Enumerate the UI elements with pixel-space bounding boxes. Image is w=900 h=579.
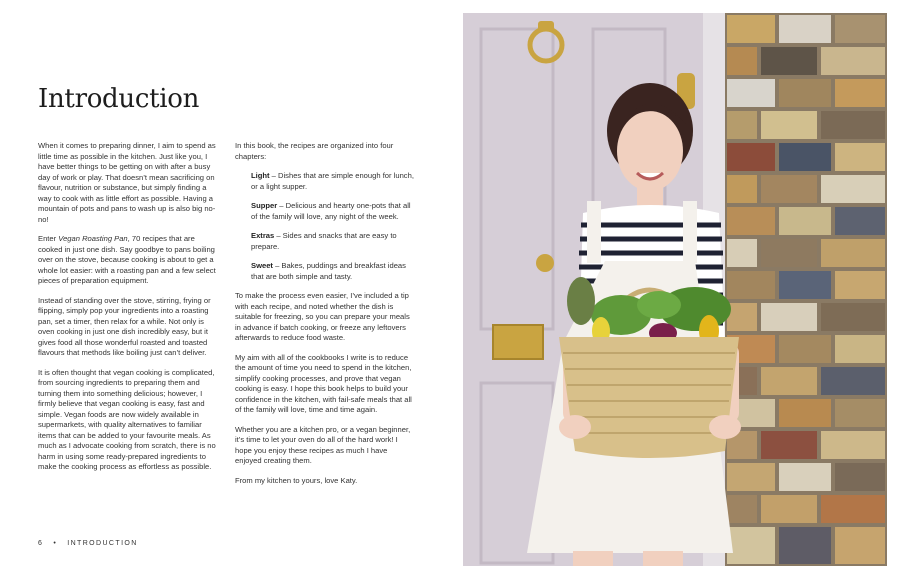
text-column-left bbox=[38, 141, 218, 482]
chapter-name: Supper bbox=[251, 201, 278, 210]
chapter-name: Light bbox=[251, 171, 270, 180]
chapter-desc: – Dishes that are simple enough for lunch, or a light supper. bbox=[251, 171, 414, 191]
paragraph: My aim with all of the cookbooks I write is to reduce the amount of time you need to spend in the kitchen, simplify cooking processes, and prove that vegan cooking is easy. I hope this book helps to build your confidence in the kitchen, with fail-safe meals that all of the family will love, time and time again. bbox=[235, 352, 412, 414]
chapter-desc: – Bakes, puddings and breakfast ideas that are both simple and tasty. bbox=[251, 261, 406, 281]
author-photo bbox=[463, 13, 887, 566]
knocker-mount bbox=[538, 21, 554, 31]
chapter-extras bbox=[235, 231, 415, 252]
letterbox-icon bbox=[493, 325, 543, 359]
text-column-right bbox=[235, 141, 415, 495]
page-folio bbox=[38, 540, 138, 547]
chapter-desc: – Delicious and hearty one-pots that all of the family will love, any night of the week. bbox=[251, 201, 411, 221]
bricks bbox=[727, 15, 885, 564]
chapter-supper bbox=[235, 201, 415, 222]
paragraph-lead: Enter bbox=[38, 234, 57, 243]
page-number: 6 bbox=[38, 540, 44, 547]
chapter-desc: – Sides and snacks that are easy to prepare. bbox=[251, 231, 397, 251]
paragraph bbox=[38, 234, 218, 287]
chapter-sweet bbox=[235, 261, 415, 282]
book-title-italic: Vegan Roasting Pan bbox=[58, 234, 128, 243]
chapter-name: Extras bbox=[251, 231, 275, 240]
folio-bullet: • bbox=[53, 540, 58, 547]
photo-illustration bbox=[463, 13, 887, 566]
paragraph: From my kitchen to yours, love Katy. bbox=[235, 475, 358, 485]
paragraph: It is often thought that vegan cooking is complicated, from sourcing ingredients to preparing them and turning them into something delicious; however, I firmly believe that vegan cooking is easy, fast and simple. Vegan foods are now widely available in supermarkets, with quality alternatives to familiar items that can be added to your favourite meals. As much as I advocate cooking from scratch, there is no harm in using some ready-prepared ingredients to make the cooking process as effortless as possible. bbox=[38, 367, 216, 471]
page-title: Introduction bbox=[38, 84, 200, 114]
vegetable-basket bbox=[559, 277, 741, 458]
chapter-name: Sweet bbox=[251, 261, 273, 270]
paragraph: Instead of standing over the stove, stirring, frying or flipping, simply pop your ingredients into a roasting pan, set a timer, then relax for a while. Not only is oven cooking in just one dish incredibly easy, but it gives food all those wonderful roasted and toasted flavours that methods like boiling just can’t deliver. bbox=[38, 295, 211, 357]
chapter-light bbox=[235, 171, 415, 192]
paragraph-rest: , 70 recipes that are cooked in just one dish. Say goodbye to pans boiling over on the stove, because cooking is about to get a whole lot easier: with a roasting pan and a few select pieces of preparation equipment. bbox=[38, 234, 216, 285]
paragraph: To make the process even easier, I’ve included a tip with each recipe, and noted whether the dish is suitable for freezing, so you can prepare your meals in advance if batch cooking, or freeze any leftovers afterwards to reduce food waste. bbox=[235, 291, 410, 342]
paragraph: Whether you are a kitchen pro, or a vegan beginner, it’s time to let your oven do all of the hard work! I hope you enjoy these recipes as much I have enjoyed creating them. bbox=[235, 424, 411, 465]
door-knob-icon bbox=[536, 254, 554, 272]
paragraph: When it comes to preparing dinner, I aim to spend as little time as possible in the kitchen. Just like you, I have better things to be getting on with after a busy day of work or play. That doesn’t mean sacrificing on flavour, nutrition or substance, but simply finding a way to cook with as little effort as possible. Having a mountain of pots and pans to wash up is also big no-no! bbox=[38, 141, 216, 224]
paragraph: In this book, the recipes are organized into four chapters: bbox=[235, 141, 394, 161]
running-head: INTRODUCTION bbox=[67, 540, 138, 547]
